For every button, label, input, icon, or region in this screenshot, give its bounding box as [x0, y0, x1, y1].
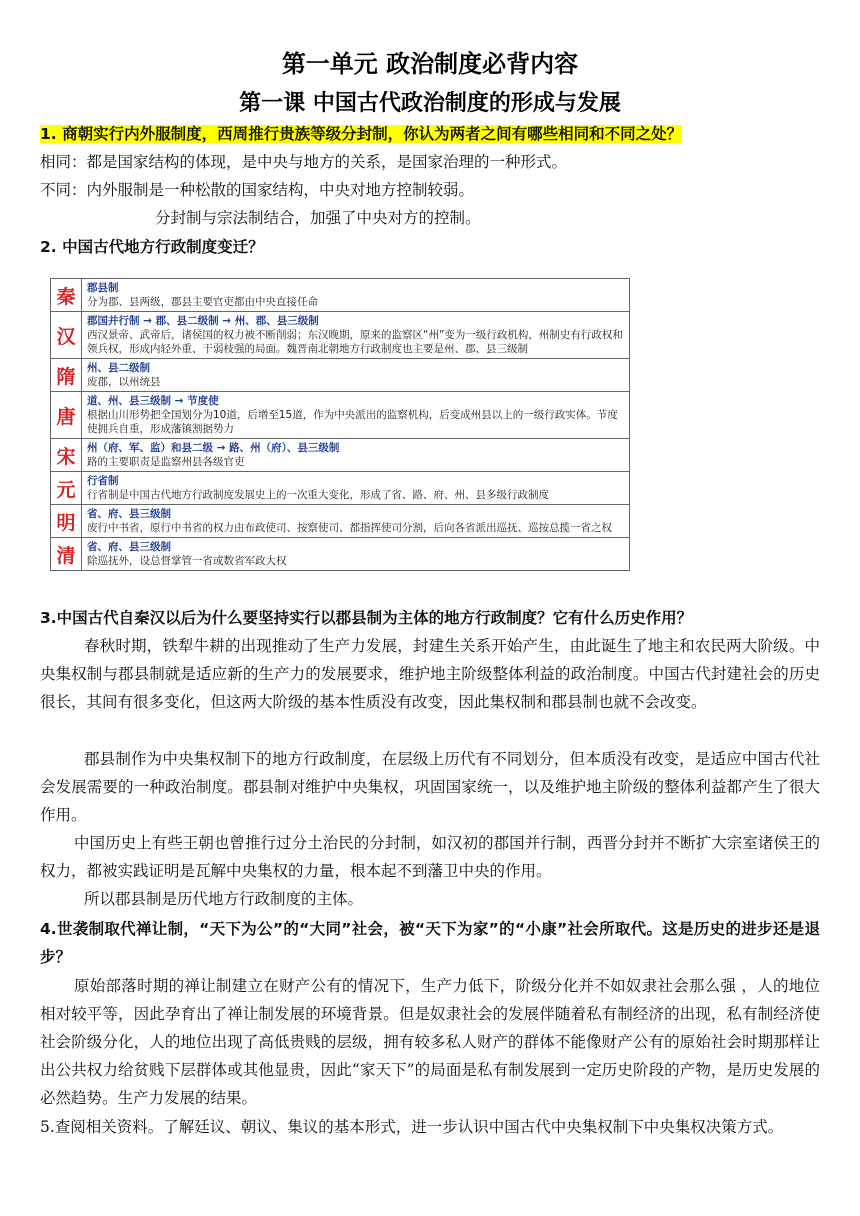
system-name: 道、州、县三级制 → 节度使	[87, 395, 219, 407]
dynasty-cell: 宋	[51, 439, 82, 472]
system-name: 行省制	[87, 475, 119, 487]
table-row	[51, 439, 630, 472]
question-1	[40, 120, 682, 148]
lesson-title: 第一课 中国古代政治制度的形成与发展	[239, 91, 621, 116]
table-row	[51, 538, 630, 571]
system-note: 西汉景帝、武帝后，诸侯国的权力被不断削弱；东汉晚期，原来的监察区“州”变为一级行政机构，州制史有行政权和领兵权，形成内轻外重、干弱枝强的局面。魏晋南北朝地方行政制度也主要是州、郡、县三级制	[87, 329, 623, 355]
system-name: 郡县制	[87, 282, 119, 294]
system-note: 废行中书省，原行中书省的权力由布政使司、按察使司、都指挥使司分割，后向各省派出巡抚、巡按总揽一省之权	[87, 522, 612, 534]
system-note: 除巡抚外，设总督掌管一省或数省军政大权	[87, 555, 287, 567]
description-cell	[82, 505, 630, 538]
system-name: 州、县二级制	[87, 362, 150, 374]
dynasty-cell: 明	[51, 505, 82, 538]
system-note: 行省制是中国古代地方行政制度发展史上的一次重大变化，形成了省、路、府、州、县多级行政制度	[87, 489, 549, 501]
question-4: 4.世袭制取代禅让制，“天下为公”的“大同”社会，被“天下为家”的“小康”社会所取代。这是历史的进步还是退步？	[40, 920, 820, 966]
question-3: 3.中国古代自秦汉以后为什么要坚持实行以郡县制为主体的地方行政制度？它有什么历史作用？	[40, 609, 693, 627]
q3-paragraph-3: 中国历史上有些王朝也曾推行过分土治民的分封制，如汉初的郡国并行制，西晋分封并不断扩大宗室诸侯王的权力，都被实践证明是瓦解中央集权的力量，根本起不到藩卫中央的作用。	[40, 834, 820, 880]
description-cell	[82, 538, 630, 571]
dynasty-cell: 元	[51, 472, 82, 505]
q3-paragraph-2: 郡县制作为中央集权制下的地方行政制度，在层级上历代有不同划分，但本质没有改变，是适应中国古代社会发展需要的一种政治制度。郡县制对维护中央集权，巩固国家统一，以及维护地主阶级的整体利益都产生了很大作用。	[40, 750, 820, 824]
system-name: 省、府、县三级制	[87, 508, 171, 520]
q1-diff-1: 不同：内外服制是一种松散的国家结构，中央对地方控制较弱。	[40, 181, 475, 199]
question-5: 5.查阅相关资料。了解廷议、朝议、集议的基本形式，进一步认识中国古代中央集权制下中央集权决策方式。	[40, 1118, 784, 1136]
description-cell	[82, 312, 630, 359]
q1-diff-2: 分封制与宗法制结合，加强了中央对方的控制。	[155, 209, 481, 227]
q3-paragraph-4: 所以郡县制是历代地方行政制度的主体。	[84, 890, 364, 908]
system-name: 郡国并行制 → 郡、县二级制 → 州、郡、县三级制	[87, 315, 319, 327]
system-note: 根据山川形势把全国划分为10道，后增至15道，作为中央派出的监察机构，后变成州县以上的一级行政实体。节度使拥兵自重，形成藩镇割据势力	[87, 409, 618, 435]
description-cell	[82, 359, 630, 392]
table-row	[51, 392, 630, 439]
system-note: 路的主要职责是监察州县各级官吏	[87, 456, 245, 468]
description-cell	[82, 439, 630, 472]
dynasty-cell: 汉	[51, 312, 82, 359]
question-2: 2. 中国古代地方行政制度变迁？	[40, 238, 264, 256]
dynasty-cell: 隋	[51, 359, 82, 392]
dynasty-cell: 唐	[51, 392, 82, 439]
q4-paragraph-1: 原始部落时期的禅让制建立在财产公有的情况下，生产力低下，阶级分化并不如奴隶社会那么强 ，人的地位相对较平等，因此孕育出了禅让制发展的环境背景。但是奴隶社会的发展伴随着私有制经济的出现，私有制经济使社会阶级分化，人的地位出现了高低贵贱的层级，拥有较多私人财产的群体不能像财产公有的原始社会时期那样让出公共权力给贫贱下层群体或其他显贵，因此“家天下”的局面是私有制发展到一定历史阶段的产物，是历史发展的必然趋势。生产力发展的结果。	[40, 977, 820, 1107]
description-cell	[82, 472, 630, 505]
system-note: 废郡，以州统县	[87, 376, 161, 388]
table-row	[51, 312, 630, 359]
description-cell	[82, 392, 630, 439]
table-row	[51, 505, 630, 538]
question-1-highlight: 1. 商朝实行内外服制度，西周推行贵族等级分封制，你认为两者之间有哪些相同和不同之处？	[40, 125, 683, 143]
table-row	[51, 279, 630, 312]
q3-paragraph-1: 春秋时期，铁犁牛耕的出现推动了生产力发展，封建生关系开始产生，由此诞生了地主和农民两大阶级。中央集权制与郡县制就是适应新的生产力的发展要求，维护地主阶级整体利益的政治制度。中国古代封建社会的历史很长，其间有很多变化，但这两大阶级的基本性质没有改变，因此集权制和郡县制也就不会改变。	[40, 637, 820, 711]
admin-system-table	[50, 278, 630, 571]
q1-same: 相同：都是国家结构的体现，是中央与地方的关系，是国家治理的一种形式。	[40, 153, 568, 171]
system-name: 省、府、县三级制	[87, 541, 171, 553]
dynasty-cell: 秦	[51, 279, 82, 312]
table-row	[51, 359, 630, 392]
description-cell	[82, 279, 630, 312]
system-note: 分为郡、县两级，郡县主要官吏都由中央直接任命	[87, 296, 318, 308]
table-row	[51, 472, 630, 505]
dynasty-cell: 清	[51, 538, 82, 571]
unit-title: 第一单元 政治制度必背内容	[281, 50, 579, 78]
system-name: 州（府、军、监）和县二级 → 路、州（府）、县三级制	[87, 442, 340, 454]
